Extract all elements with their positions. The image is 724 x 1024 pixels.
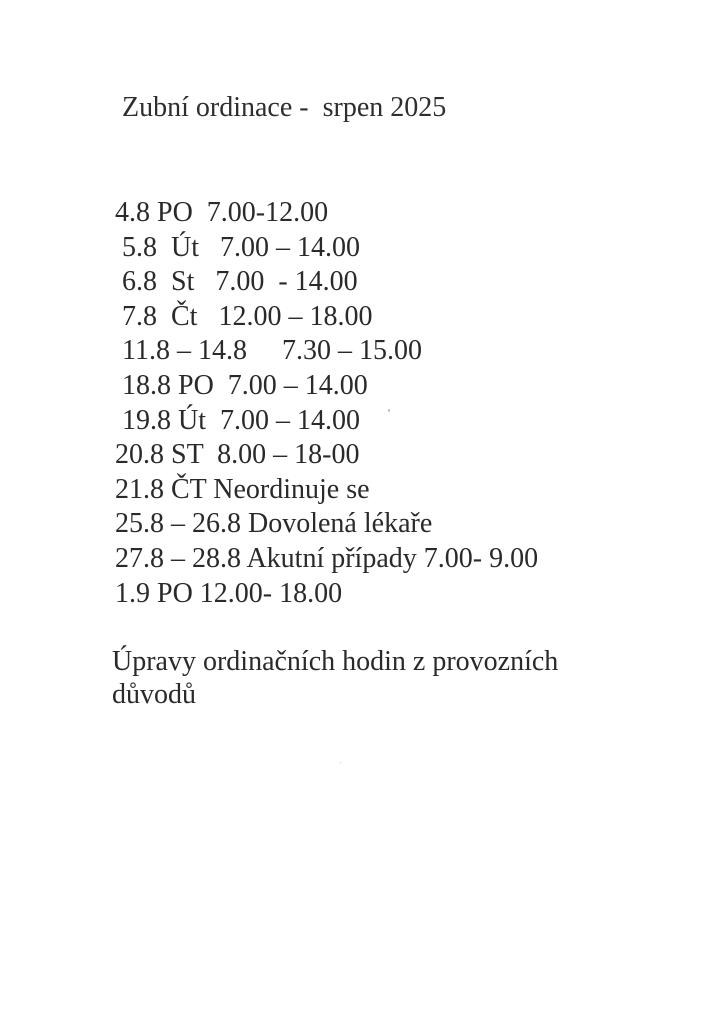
scan-speck bbox=[340, 762, 341, 763]
schedule-line: 6.8 St 7.00 - 14.00 bbox=[115, 266, 358, 298]
schedule-line: 19.8 Út 7.00 – 14.00 bbox=[115, 404, 360, 436]
schedule-line: 1.9 PO 12.00- 18.00 bbox=[115, 577, 343, 609]
schedule-line: 25.8 – 26.8 Dovolená lékaře bbox=[115, 508, 433, 540]
document-title: Zubní ordinace - srpen 2025 bbox=[122, 92, 447, 123]
schedule-line: 7.8 Čt 12.00 – 18.00 bbox=[115, 300, 373, 332]
schedule-list bbox=[115, 196, 538, 611]
schedule-line: 20.8 ST 8.00 – 18-00 bbox=[115, 439, 360, 471]
scan-speck bbox=[388, 409, 390, 412]
schedule-note: Úpravy ordinačních hodin z provozních důvodů bbox=[112, 646, 559, 710]
schedule-line: 21.8 ČT Neordinuje se bbox=[115, 473, 370, 505]
schedule-line: 4.8 PO 7.00-12.00 bbox=[115, 197, 329, 228]
schedule-line: 27.8 – 28.8 Akutní případy 7.00- 9.00 bbox=[115, 542, 539, 574]
schedule-line: 18.8 PO 7.00 – 14.00 bbox=[115, 369, 368, 401]
schedule-line: 11.8 – 14.8 7.30 – 15.00 bbox=[115, 335, 422, 367]
schedule-line: 5.8 Út 7.00 – 14.00 bbox=[115, 231, 360, 263]
